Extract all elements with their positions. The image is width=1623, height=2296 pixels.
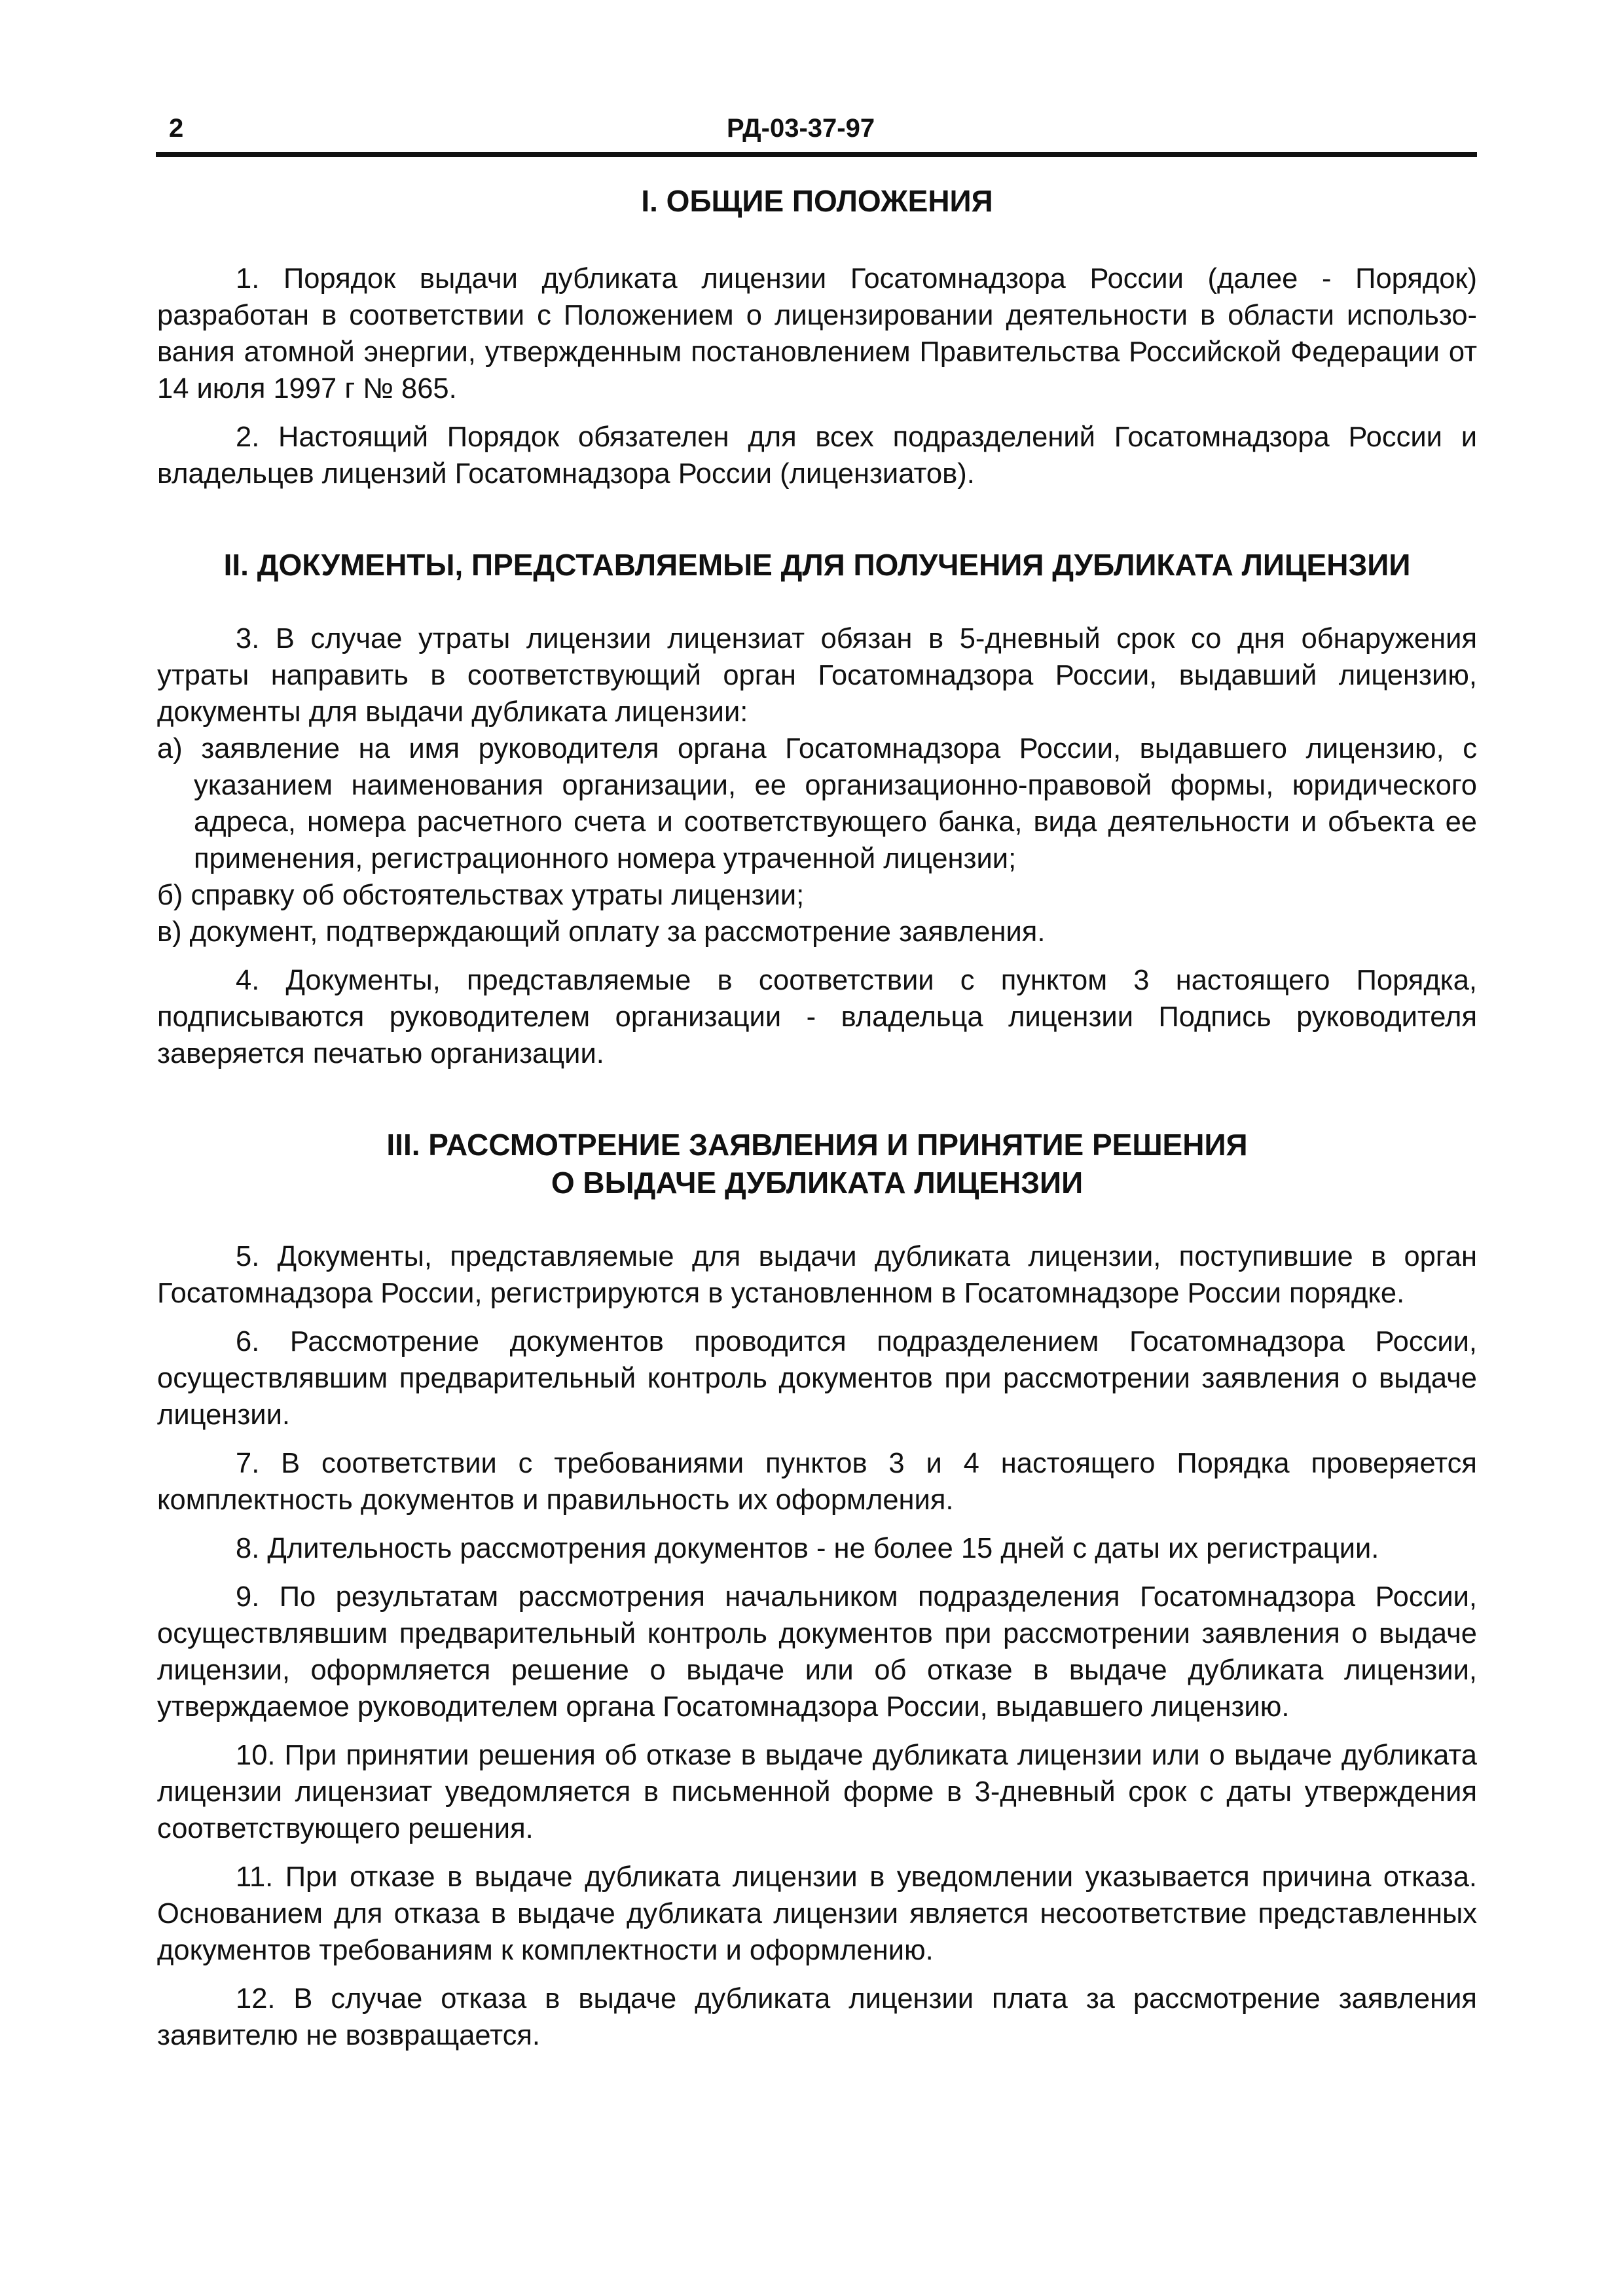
paragraph-5: 5. Документы, представляемые для выдачи дубликата лицензии, поступившие в орган Госатомнадзора России, регистрируются в установленном в Госатомнадзоре России порядке.: [157, 1241, 1477, 1309]
list-item-a: а) заявление на имя руководителя органа Госатомнадзора России, выдавшего лицензию, с указанием наименования организации, ее организационно-правовой формы, юридического адреса, номера расчетного счета и соответствующего банка, вида деятельности и объекта ее применения, регистрационного номера утраченной лицензии;: [157, 733, 1477, 874]
paragraph-4: 4. Документы, представляемые в соответствии с пунктом 3 настоящего Порядка, подписываются руководителем организации - владельца лицензии Подпись руководителя заверяется печатью организации.: [157, 965, 1477, 1069]
paragraph-2: 2. Настоящий Порядок обязателен для всех подразделений Госатомнадзора России и владельцев лицензий Госатомнадзора России (лицензиатов).: [157, 422, 1477, 490]
paragraph-11: 11. При отказе в выдаче дубликата лицензии в уведомлении указывается причина отказа. Основанием для отказа в выдаче дубликата лицензии является несоответствие представленных документов требованиям к комплектности и оформлению.: [157, 1861, 1477, 1966]
section-3-title-line2: О ВЫДАЧЕ ДУБЛИКАТА ЛИЦЕНЗИИ: [551, 1166, 1084, 1200]
paragraph-3: 3. В случае утраты лицензии лицензиат обязан в 5-дневный срок со дня обнаружения утраты направить в соответствующий орган Госатомнадзора России, выдавший лицензию, документы для выдачи дубликата лицензии:: [157, 623, 1477, 728]
list-item-b: б) справку об обстоятельствах утраты лицензии;: [157, 880, 805, 911]
paragraph-6: 6. Рассмотрение документов проводится подразделением Госатомнадзора России, осуществлявшим предварительный контроль документов при рассмотрении заявления о выдаче лицензии.: [157, 1326, 1477, 1431]
paragraph-9: 9. По результатам рассмотрения начальником подразделения Госатомнадзора России, осуществлявшим предварительный контроль документов при рассмотрении заявления о выдаче лицензии, оформляется решение о выдаче или об отказе в выдаче дубликата лицензии, утверждаемое руководителем органа Госатомнадзора России, выдавшего лицензию.: [157, 1581, 1477, 1723]
paragraph-10: 10. При принятии решения об отказе в выдаче дубликата лицензии или о выдаче дубликата лицензии лицензиат уведомляется в письменной форме в 3-дневный срок с даты утверждения соответствующего решения.: [157, 1740, 1477, 1844]
paragraph-1: 1. Порядок выдачи дубликата лицензии Госатомнадзора России (далее - Порядок) разработан в соответствии с Положением о лицензировании деятельности в области использо-вания атомной энергии, утвержденным постановлением Правительства Российской Федерации от 14 июля 1997 г № 865.: [157, 263, 1477, 404]
section-3-title-line1: III. РАССМОТРЕНИЕ ЗАЯВЛЕНИЯ И ПРИНЯТИЕ РЕШЕНИЯ: [386, 1128, 1248, 1162]
document-code: РД-03-37-97: [727, 114, 875, 143]
list-item-c: в) документ, подтверждающий оплату за рассмотрение заявления.: [157, 916, 1046, 948]
paragraph-8: 8. Длительность рассмотрения документов - не более 15 дней с даты их регистрации.: [236, 1533, 1379, 1564]
page-number: 2: [169, 114, 184, 143]
section-1-title: I. ОБЩИЕ ПОЛОЖЕНИЯ: [641, 184, 993, 218]
paragraph-12: 12. В случае отказа в выдаче дубликата лицензии плата за рассмотрение заявления заявителю не возвращается.: [157, 1983, 1477, 2051]
document-body: [157, 169, 1477, 2054]
section-2-title: II. ДОКУМЕНТЫ, ПРЕДСТАВЛЯЕМЫЕ ДЛЯ ПОЛУЧЕНИЯ ДУБЛИКАТА ЛИЦЕНЗИИ: [223, 548, 1411, 582]
paragraph-7: 7. В соответствии с требованиями пунктов 3 и 4 настоящего Порядка проверяется комплектность документов и правильность их оформления.: [157, 1448, 1477, 1516]
header-rule: [156, 152, 1477, 157]
